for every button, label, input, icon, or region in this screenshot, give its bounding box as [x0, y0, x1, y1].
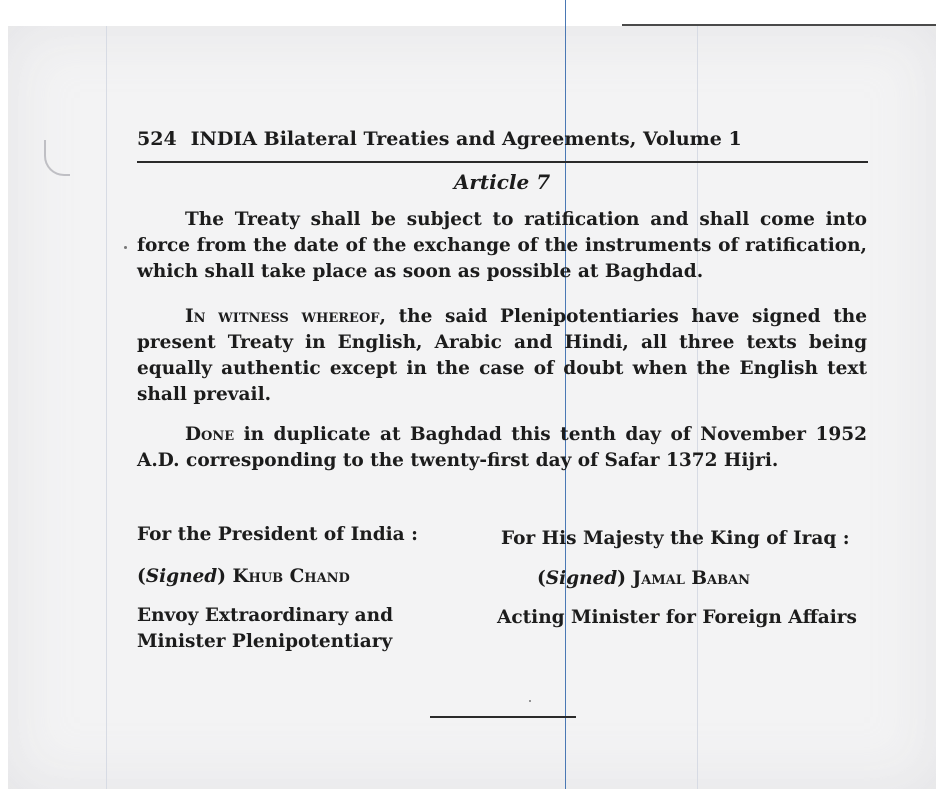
witness-lead: In witness whereof,	[185, 306, 386, 327]
india-signed-line: (Signed) Khub Chand	[137, 566, 350, 587]
paper-speck	[124, 246, 127, 249]
india-title-line-2: Minister Plenipotentiary	[137, 631, 393, 652]
paper-speck	[529, 700, 531, 702]
iraq-for-label: For His Majesty the King of Iraq :	[501, 528, 850, 549]
page-number: 524	[137, 128, 177, 150]
article-heading: Article 7	[453, 170, 551, 194]
header-rule	[137, 161, 868, 163]
iraq-title-line-1: Acting Minister for Foreign Affairs	[497, 607, 857, 628]
paragraph-witness	[137, 304, 867, 408]
paragraph-done	[137, 422, 867, 474]
witness-text: the said Plenipotentiaries have signed the present Treaty in English, Arabic and Hindi, all three texts being equally authentic except in the case of doubt when the English text shall prevail.	[137, 306, 867, 405]
india-signed-label: Signed	[145, 566, 218, 587]
paragraph-ratification: The Treaty shall be subject to ratification and shall come into force from the date of the exchange of the instruments of ratification, which shall take place as soon as possible at Baghdad.	[137, 209, 867, 282]
done-lead: Done	[185, 424, 235, 445]
scan-side-rule-left	[106, 26, 107, 789]
book-title: INDIA Bilateral Treaties and Agreements, Volume 1	[190, 128, 742, 150]
done-text: in duplicate at Baghdad this tenth day of November 1952 A.D. corresponding to the twenty-first day of Safar 1372 Hijri.	[137, 424, 867, 471]
scan-top-edge-line	[622, 24, 936, 26]
end-of-text-rule	[430, 716, 576, 718]
iraq-signed-line: (Signed) Jamal Baban	[537, 568, 751, 589]
iraq-signatory-name: Jamal Baban	[632, 568, 751, 589]
india-title-line-1: Envoy Extraordinary and	[137, 605, 394, 626]
iraq-signed-label: Signed	[545, 568, 618, 589]
india-signatory-name: Khub Chand	[232, 566, 350, 587]
india-for-label: For the President of India :	[137, 524, 418, 545]
running-header	[137, 128, 867, 150]
